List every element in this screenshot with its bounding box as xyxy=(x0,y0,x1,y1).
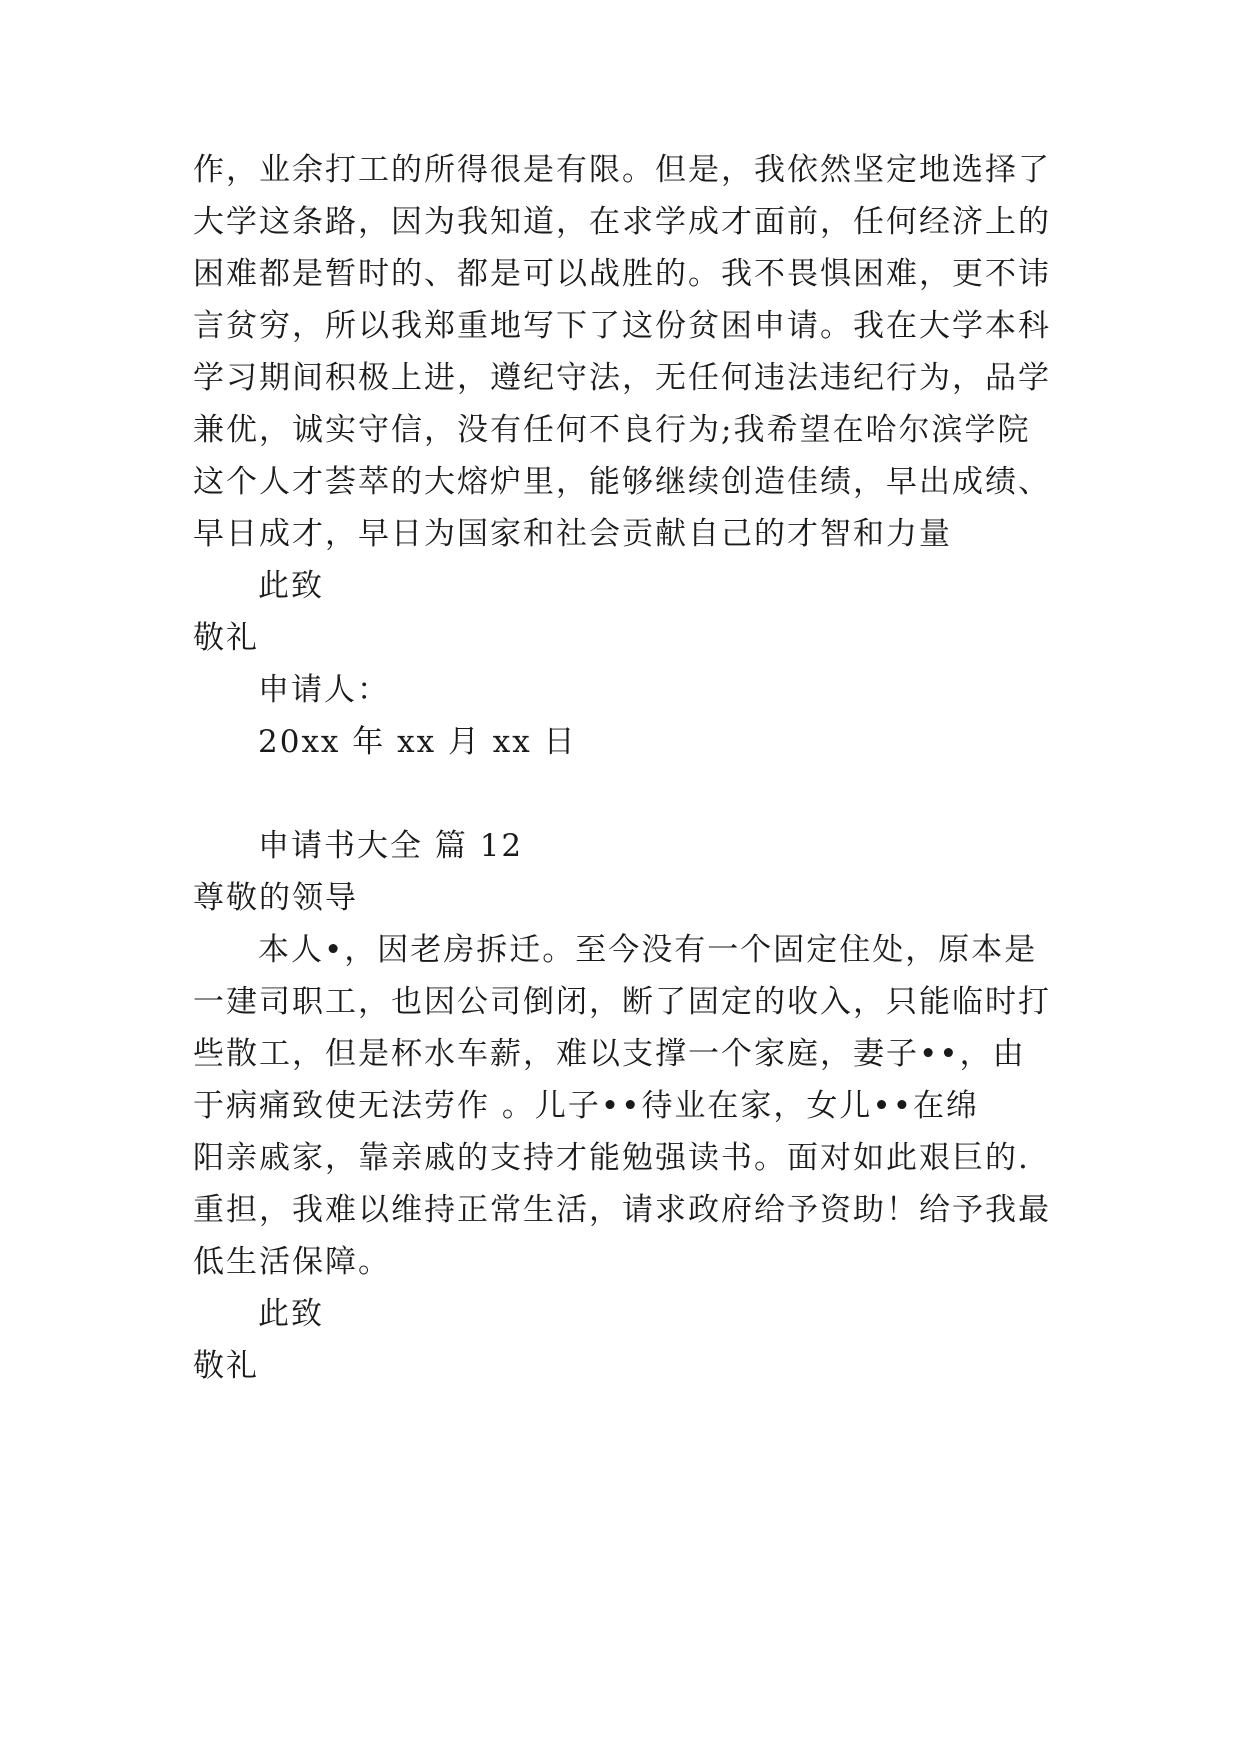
body-line: 于病痛致使无法劳作 。儿子••待业在家，女儿••在绵 xyxy=(193,1088,979,1124)
closing-line: 此致 xyxy=(258,568,324,604)
salutation: 尊敬的领导 xyxy=(193,880,358,916)
closing-salute: 敬礼 xyxy=(193,620,259,656)
body-line: 低生活保障。 xyxy=(193,1244,391,1280)
body-line: 学习期间积极上进，遵纪守法，无任何违法违纪行为，品学 xyxy=(193,360,1051,396)
date-line: 20xx 年 xx 月 xx 日 xyxy=(258,724,577,760)
body-line: 些散工，但是杯水车薪，难以支撑一个家庭，妻子••，由 xyxy=(193,1036,1026,1072)
body-line: 言贫穷，所以我郑重地写下了这份贫困申请。我在大学本科 xyxy=(193,308,1051,344)
section-heading: 申请书大全 篇 12 xyxy=(258,828,524,864)
body-line: 兼优，诚实守信，没有任何不良行为;我希望在哈尔滨学院 xyxy=(193,412,1031,448)
body-line: 作，业余打工的所得很是有限。但是，我依然坚定地选择了 xyxy=(193,152,1051,188)
closing-line: 此致 xyxy=(258,1296,324,1332)
body-line: 一建司职工，也因公司倒闭，断了固定的收入，只能临时打 xyxy=(193,984,1051,1020)
applicant-label: 申请人： xyxy=(258,672,390,708)
body-line: 早日成才，早日为国家和社会贡献自己的才智和力量 xyxy=(193,516,952,552)
closing-salute: 敬礼 xyxy=(193,1348,259,1384)
body-line: 本人•，因老房拆迁。至今没有一个固定住处，原本是 xyxy=(258,932,1038,968)
body-line: 困难都是暂时的、都是可以战胜的。我不畏惧困难，更不讳 xyxy=(193,256,1051,292)
body-line: 这个人才荟萃的大熔炉里，能够继续创造佳绩，早出成绩、 xyxy=(193,464,1051,500)
body-line: 大学这条路，因为我知道，在求学成才面前，任何经济上的 xyxy=(193,204,1051,240)
body-line: 阳亲戚家，靠亲戚的支持才能勉强读书。面对如此艰巨的. xyxy=(193,1140,1030,1176)
body-line: 重担，我难以维持正常生活，请求政府给予资助！给予我最 xyxy=(193,1192,1051,1228)
